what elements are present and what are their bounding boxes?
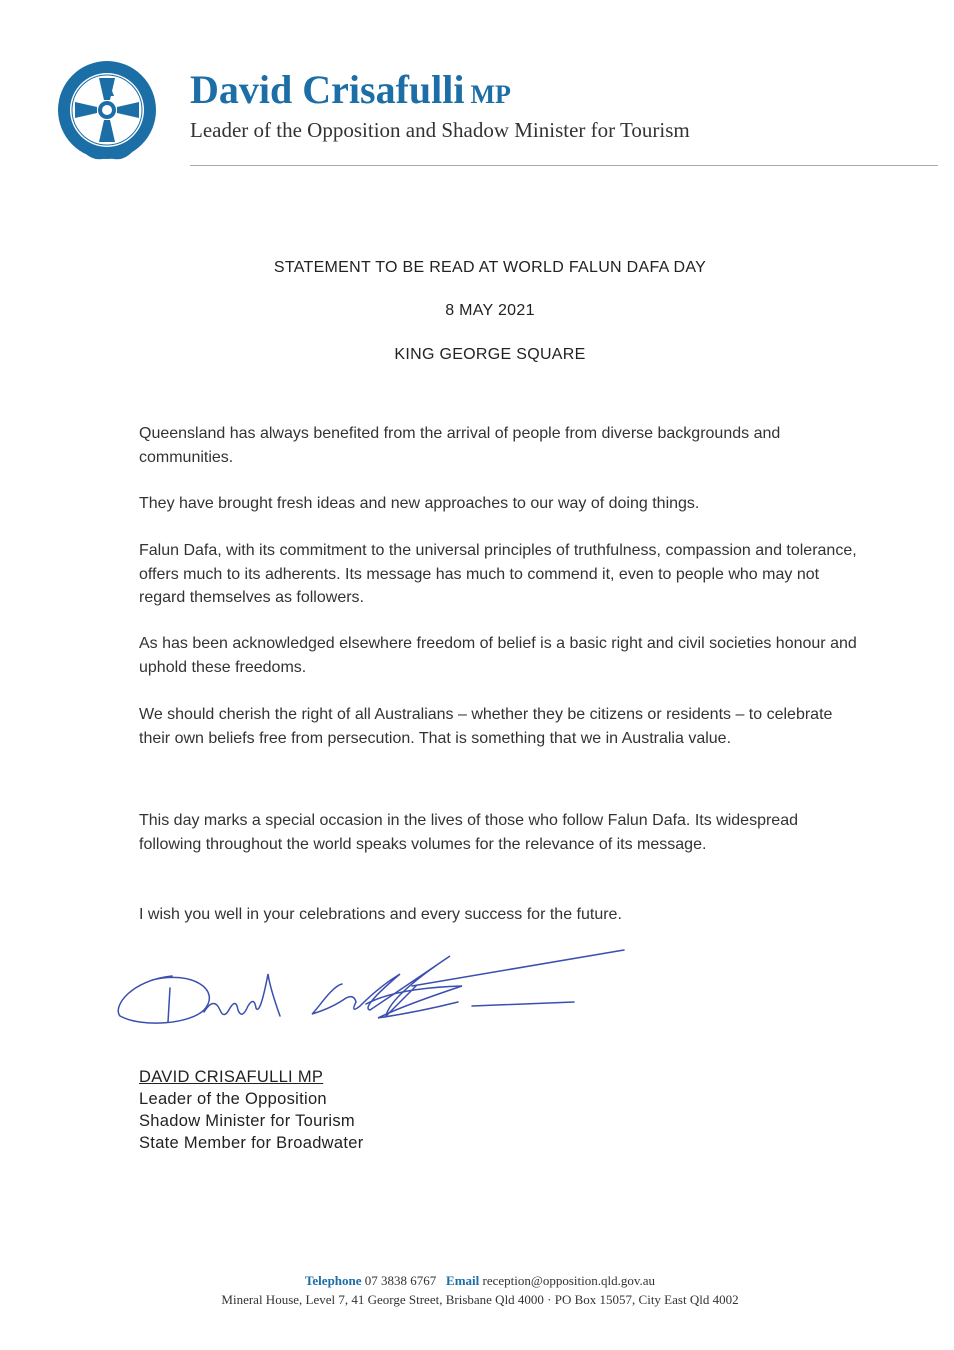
telephone-number: 07 3838 6767 [364, 1273, 437, 1288]
signature-block [139, 1066, 364, 1154]
signatory-title: Shadow Minister for Tourism [139, 1112, 355, 1130]
email-label: Email [446, 1273, 480, 1288]
paragraph: We should cherish the right of all Australians – whether they be citizens or residents – to celebrate their own beliefs free from persecution. That is something that we in Australia value. [139, 706, 833, 747]
header-divider [190, 165, 938, 166]
paragraph: This day marks a special occasion in the lives of those who follow Falun Dafa. Its widespread following throughout the world speaks volumes for the relevance of its message. [139, 812, 798, 853]
signatory-title: State Member for Broadwater [139, 1134, 364, 1152]
paragraph: They have brought fresh ideas and new approaches to our way of doing things. [139, 495, 700, 512]
name-suffix: MP [470, 80, 511, 109]
handwritten-signature [112, 940, 632, 1040]
statement-date: 8 MAY 2021 [445, 302, 535, 319]
paragraph: As has been acknowledged elsewhere freedom of belief is a basic right and civil societies honour and uphold these freedoms. [139, 635, 857, 676]
letterhead-subtitle: Leader of the Opposition and Shadow Minister for Tourism [190, 118, 690, 142]
name-text: David Crisafulli [190, 67, 465, 112]
footer-address: Mineral House, Level 7, 41 George Street, Brisbane Qld 4000 · PO Box 15057, City East Qld 4002 [221, 1292, 739, 1307]
footer-contact [0, 1273, 954, 1289]
letterhead-name [190, 66, 511, 113]
paragraph: Falun Dafa, with its commitment to the universal principles of truthfulness, compassion and tolerance, offers much to its adherents. Its message has much to commend it, even to people who may not regard themselves as followers. [139, 542, 857, 606]
email-address[interactable]: reception@opposition.qld.gov.au [482, 1273, 656, 1288]
statement-title: STATEMENT TO BE READ AT WORLD FALUN DAFA DAY [273, 259, 707, 276]
signatory-name: DAVID CRISAFULLI MP [139, 1068, 324, 1086]
paragraph: I wish you well in your celebrations and every success for the future. [139, 906, 622, 923]
queensland-parliament-seal-logo [56, 58, 160, 166]
telephone-label: Telephone [304, 1273, 362, 1288]
signatory-title: Leader of the Opposition [139, 1090, 327, 1108]
paragraph: Queensland has always benefited from the arrival of people from diverse backgrounds and communities. [139, 425, 781, 466]
statement-location: KING GEORGE SQUARE [394, 346, 586, 363]
